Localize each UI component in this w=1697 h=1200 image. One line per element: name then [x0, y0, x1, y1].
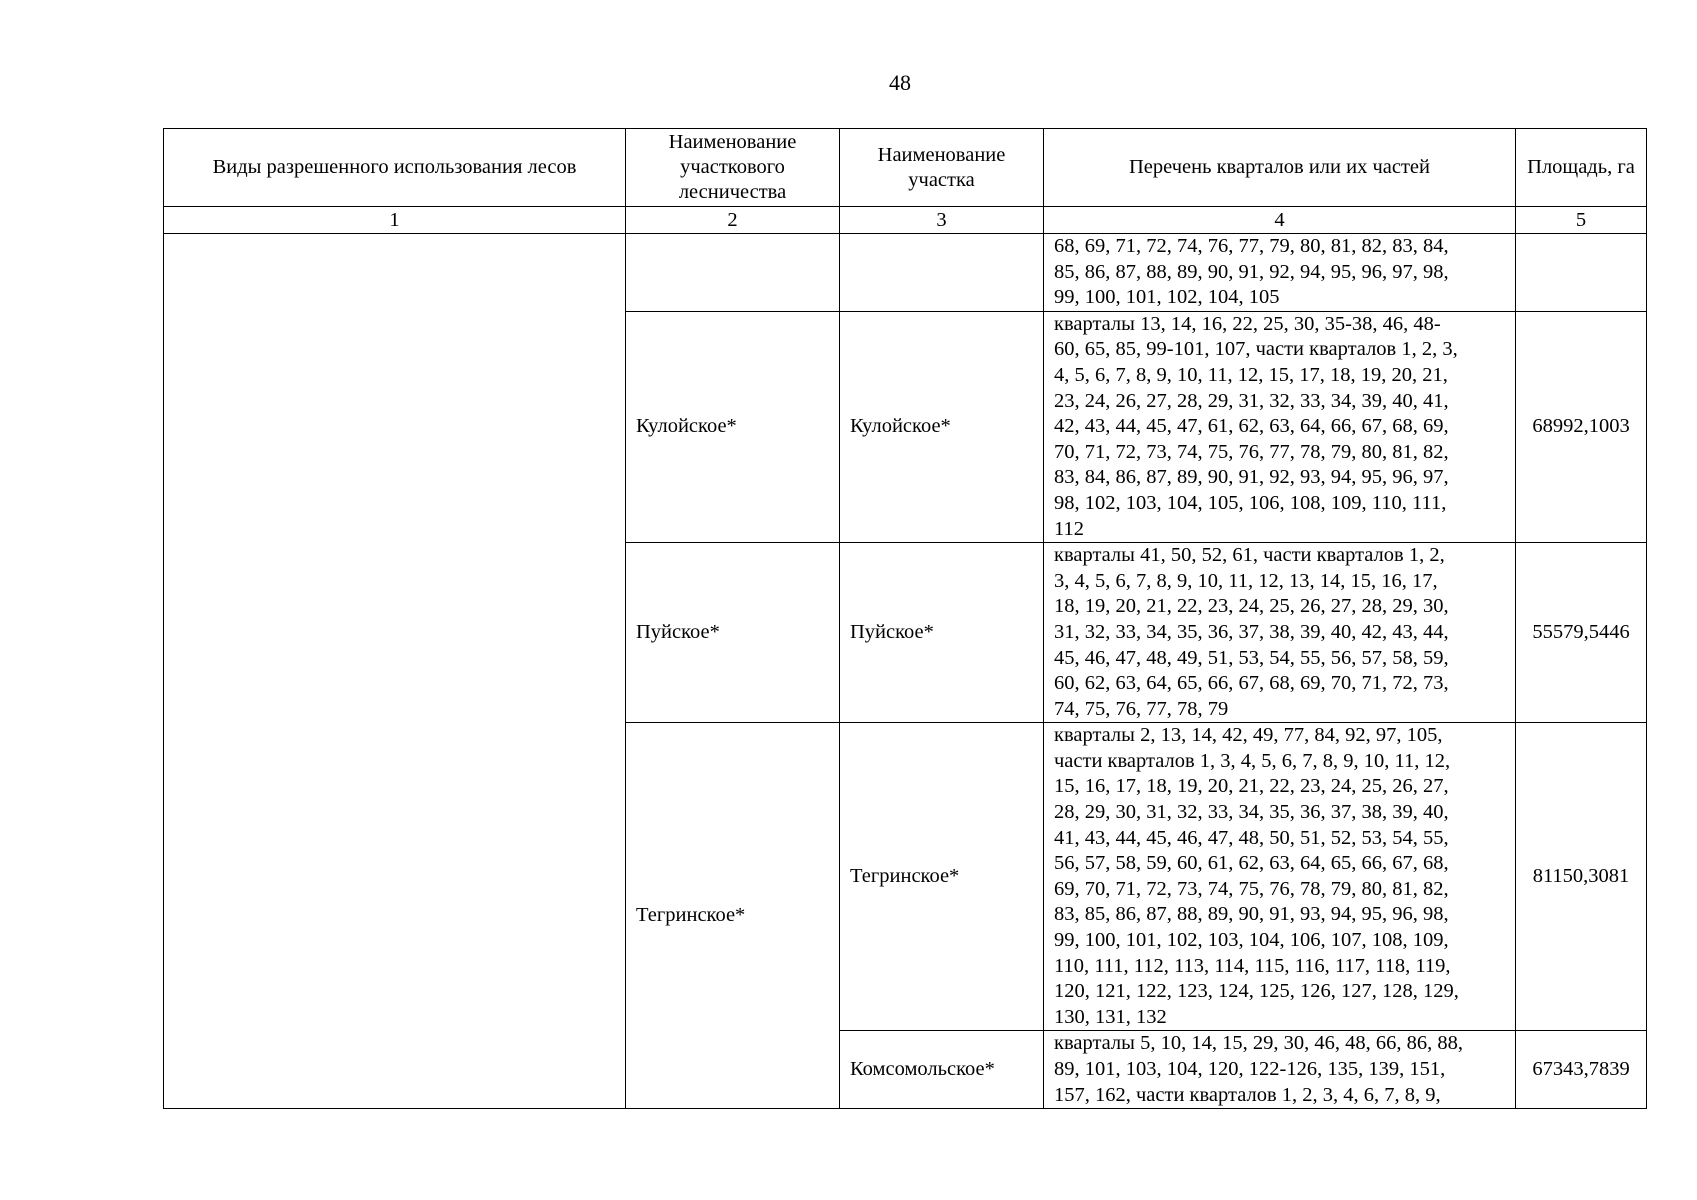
- forestry-cell: Пуйское*: [626, 543, 840, 723]
- quarters-cell: кварталы 2, 13, 14, 42, 49, 77, 84, 92, 97, 105, части кварталов 1, 3, 4, 5, 6, 7, 8, 9, 10, 11, 12, 15, 16, 17, 18, 19, 20, 21, 22, 23, 24, 25, 26, 27, 28, 29, 30, 31, 32, 33, 34, 35, 36, 37, 38, 39, 40, 41, 43, 44, 45, 46, 47, 48, 50, 51, 52, 53, 54, 55, 56, 57, 58, 59, 60, 61, 62, 63, 64, 65, 66, 67, 68, 69, 70, 71, 72, 73, 74, 75, 76, 78, 79, 80, 81, 82, 83, 85, 86, 87, 88, 89, 90, 91, 93, 94, 95, 96, 98, 99, 100, 101, 102, 103, 104, 106, 107, 108, 109, 110, 111, 112, 113, 114, 115, 116, 117, 118, 119, 120, 121, 122, 123, 124, 125, 126, 127, 128, 129, 130, 131, 132: [1044, 723, 1516, 1031]
- quarters-cell: кварталы 5, 10, 14, 15, 29, 30, 46, 48, 66, 86, 88, 89, 101, 103, 104, 120, 122-126, 135, 139, 151, 157, 162, части кварталов 1, 2, 3, 4, 6, 7, 8, 9,: [1044, 1031, 1516, 1109]
- area-cell: 68992,1003: [1516, 311, 1647, 542]
- column-number: 5: [1516, 207, 1647, 234]
- area-cell: 67343,7839: [1516, 1031, 1647, 1109]
- column-number: 3: [840, 207, 1044, 234]
- header-forest-use-types: Виды разрешенного использования лесов: [164, 129, 626, 207]
- quarters-cell: кварталы 41, 50, 52, 61, части кварталов 1, 2, 3, 4, 5, 6, 7, 8, 9, 10, 11, 12, 13, 14, 15, 16, 17, 18, 19, 20, 21, 22, 23, 24, 25, 26, 27, 28, 29, 30, 31, 32, 33, 34, 35, 36, 37, 38, 39, 40, 42, 43, 44, 45, 46, 47, 48, 49, 51, 53, 54, 55, 56, 57, 58, 59, 60, 62, 63, 64, 65, 66, 67, 68, 69, 70, 71, 72, 73, 74, 75, 76, 77, 78, 79: [1044, 543, 1516, 723]
- column-number: 1: [164, 207, 626, 234]
- site-cell: Комсомольское*: [840, 1031, 1044, 1109]
- site-cell: Тегринское*: [840, 723, 1044, 1031]
- page-number: 48: [889, 70, 911, 95]
- forest-use-type-cell: [164, 234, 626, 1109]
- table-header-row: [164, 129, 1647, 207]
- site-cell: Пуйское*: [840, 543, 1044, 723]
- column-number-row: [164, 207, 1647, 234]
- forest-use-table: [163, 128, 1647, 1109]
- table-row: [164, 234, 1647, 312]
- column-number: 2: [626, 207, 840, 234]
- forestry-cell: [626, 234, 840, 312]
- column-number: 4: [1044, 207, 1516, 234]
- header-quarter-list: Перечень кварталов или их частей: [1044, 129, 1516, 207]
- quarters-cell: 68, 69, 71, 72, 74, 76, 77, 79, 80, 81, 82, 83, 84, 85, 86, 87, 88, 89, 90, 91, 92, 94, 95, 96, 97, 98, 99, 100, 101, 102, 104, 105: [1044, 234, 1516, 312]
- forestry-cell: Кулойское*: [626, 311, 840, 542]
- site-cell: [840, 234, 1044, 312]
- site-cell: Кулойское*: [840, 311, 1044, 542]
- forestry-cell: Тегринское*: [626, 723, 840, 1109]
- quarters-cell: кварталы 13, 14, 16, 22, 25, 30, 35-38, 46, 48- 60, 65, 85, 99-101, 107, части кварталов 1, 2, 3, 4, 5, 6, 7, 8, 9, 10, 11, 12, 15, 17, 18, 19, 20, 21, 23, 24, 26, 27, 28, 29, 31, 32, 33, 34, 39, 40, 41, 42, 43, 44, 45, 47, 61, 62, 63, 64, 66, 67, 68, 69, 70, 71, 72, 73, 74, 75, 76, 77, 78, 79, 80, 81, 82, 83, 84, 86, 87, 89, 90, 91, 92, 93, 94, 95, 96, 97, 98, 102, 103, 104, 105, 106, 108, 109, 110, 111, 112: [1044, 311, 1516, 542]
- header-area: Площадь, га: [1516, 129, 1647, 207]
- header-site-name: Наименование участка: [840, 129, 1044, 207]
- area-cell: [1516, 234, 1647, 312]
- area-cell: 81150,3081: [1516, 723, 1647, 1031]
- header-district-forestry: Наименование участкового лесничества: [626, 129, 840, 207]
- area-cell: 55579,5446: [1516, 543, 1647, 723]
